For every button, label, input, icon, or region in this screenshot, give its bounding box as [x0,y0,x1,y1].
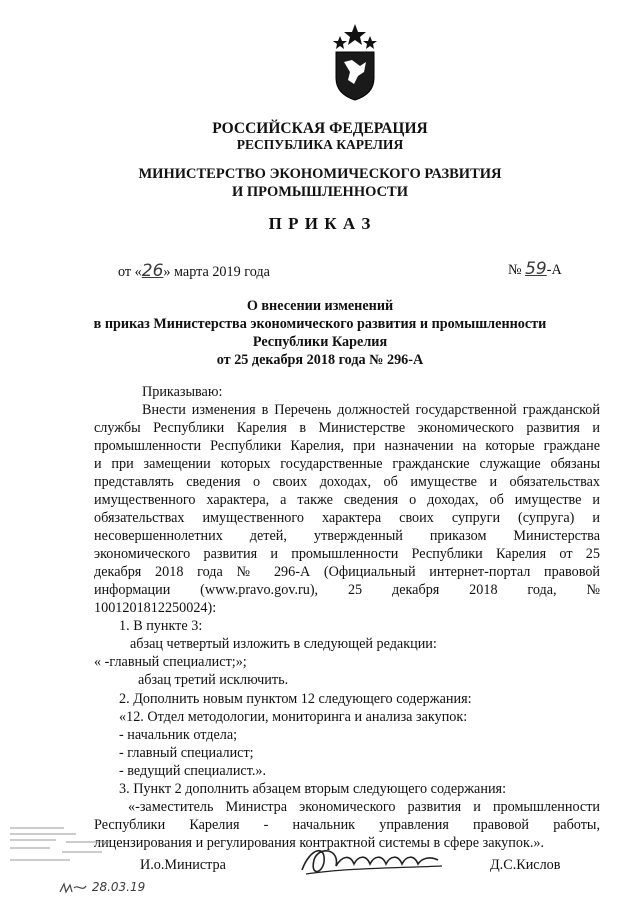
item-1-a: абзац четвертый изложить в следующей редакции: [130,636,437,652]
item-2: 2. Дополнить новым пунктом 12 следующего содержания: [119,691,472,707]
paragraph-line: обязательствах имущественного характера своих супруги (супруга) и [94,510,600,526]
title-line1: О внесении изменений [246,298,394,314]
title-line2: в приказ Министерства экономического развития и промышленности [93,316,547,332]
signature-scribble [296,838,446,880]
signature-position: И.о.Министра [140,857,226,873]
registration-stamp [6,822,116,872]
paragraph-line: информации (www.pravo.gov.ru), 25 декабря 2018 года, № [94,582,600,598]
paragraph-line: Внести изменения в Перечень должностей государственной гражданской [142,402,600,418]
item-2-b: - начальник отдела; [119,727,238,743]
number-prefix: № [508,262,522,278]
order-number [508,259,562,279]
paragraph-line: службы Республики Карелия в Министерстве экономического развития и [94,420,600,436]
item-3-b: Республики Карелия - начальник управления правовой работы, [94,817,600,833]
item-1: 1. В пункте 3: [119,618,203,634]
paragraph-line: декабря 2018 года № 296-А (Официальный интернет-портал правовой [94,564,600,580]
paragraph-line: 1001201812250024): [94,600,217,616]
handwritten-date: 28.03.19 [91,880,146,894]
item-2-a: «12. Отдел методологии, мониторинга и анализа закупок: [119,709,468,725]
paragraph-line: представлять сведения о своих доходах, об имуществе и обязательствах [94,474,600,490]
ministry-heading-line1: МИНИСТЕРСТВО ЭКОНОМИЧЕСКОГО РАЗВИТИЯ [138,166,502,182]
signature-name: Д.С.Кислов [490,857,561,873]
item-3: 3. Пункт 2 дополнить абзацем вторым следующего содержания: [119,781,507,797]
paragraph-line: имущественного характера, а также сведения о доходах, об имуществе и [94,492,600,508]
paragraph-line: и при замещении которых государственные гражданские служащие обязаны [94,456,600,472]
title-line4: от 25 декабря 2018 года № 296-А [216,352,424,368]
handwritten-initials [58,882,88,894]
coat-of-arms-emblem [330,22,380,102]
title-line3: Республики Карелия [252,334,388,350]
item-3-a: «-заместитель Министра экономического развития и промышленности [128,799,600,815]
number-value-handwritten: 59 [525,259,547,279]
item-3-c: лицензирования и регулирования контрактной системы в сфере закупок.». [94,835,545,851]
item-2-d: - ведущий специалист.». [119,763,267,779]
order-word: Приказываю: [142,384,223,400]
order-date [118,261,270,281]
handwritten-date-note [58,880,145,894]
paragraph-line: несовершеннолетних детей, утвержденный приказом Министерства [94,528,600,544]
ministry-heading-line2: И ПРОМЫШЛЕННОСТИ [232,184,408,200]
date-day-handwritten: 26 [141,261,164,281]
date-prefix: от « [118,264,142,280]
date-suffix: » марта 2019 года [163,264,270,280]
doc-type-heading: П Р И К А З [268,214,372,233]
item-2-c: - главный специалист; [119,745,254,761]
paragraph-line: промышленности Республики Карелия, при назначении на которые граждане [94,438,600,454]
republic-heading: РЕСПУБЛИКА КАРЕЛИЯ [236,137,404,152]
item-1-b: « -главный специалист;»; [94,654,247,670]
number-suffix: -А [546,262,562,278]
item-1-c: абзац третий исключить. [138,672,289,688]
paragraph-line: экономического развития и промышленности Республики Карелия от 25 [94,546,600,562]
country-heading: РОССИЙСКАЯ ФЕДЕРАЦИЯ [212,120,428,137]
